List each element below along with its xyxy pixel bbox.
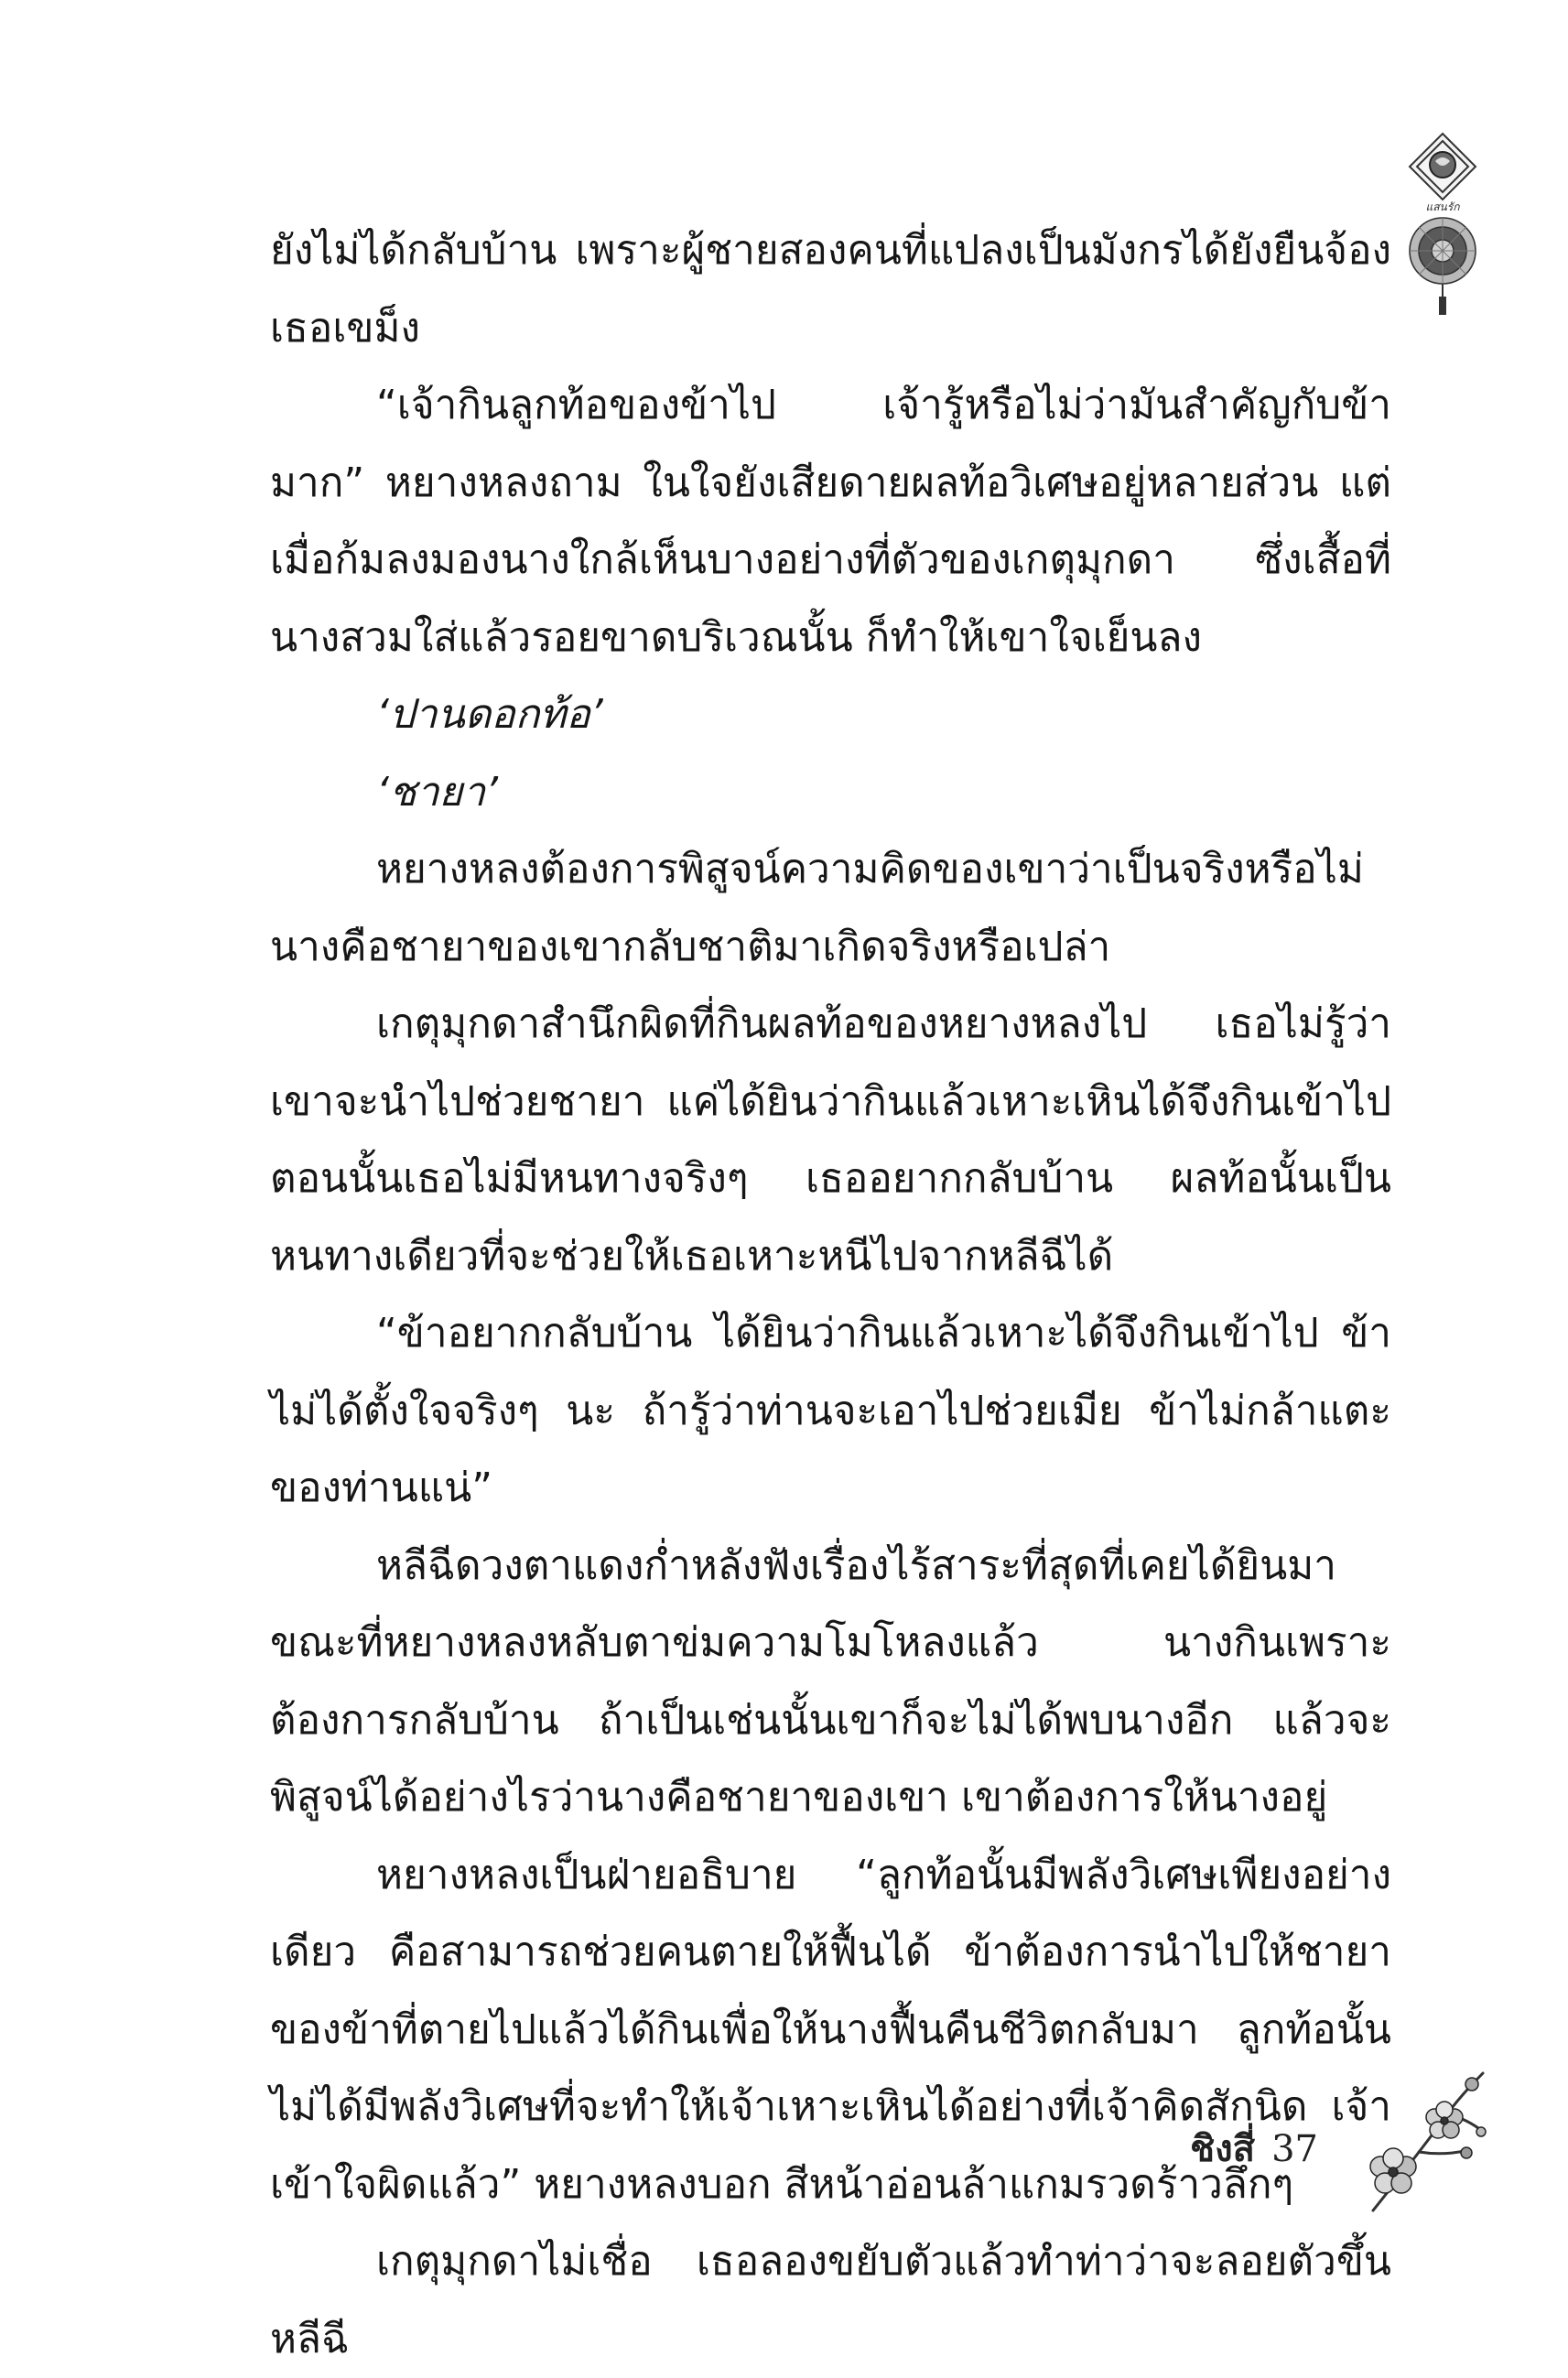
paragraph: หยางหลงต้องการพิสูจน์ความคิดของเขาว่าเป็นจริงหรือไม่ นางคือชายาของเขากลับชาติมาเกิดจริงหรือเปล่า	[270, 846, 1364, 970]
body-text	[270, 212, 1391, 2378]
paragraph: หยางหลงเป็นฝ่ายอธิบาย “ลูกท้อนั้นมีพลังวิเศษเพียงอย่างเดียว คือสามารถช่วยคนตายให้ฟื้นได้ ข้าต้องการนำไปให้ชายาของข้าที่ตายไปแล้วได้กินเพื่อให้นางฟื้นคืนชีวิตกลับมา ลูกท้อนั้นไม่ได้มีพลังวิเศษที่จะทำให้เจ้าเหาะเหินได้อย่างที่เจ้าคิดสักนิด เจ้าเข้าใจผิดแล้ว” หยางหลงบอก สีหน้าอ่อนล้าแกมรวดร้าวลึกๆ	[270, 1851, 1391, 2208]
inner-thought: ‘ปานดอกท้อ’	[376, 691, 603, 738]
book-title: ชิงสี่	[1190, 2127, 1256, 2170]
paragraph: เกตุมุกดาไม่เชื่อ เธอลองขยับตัวแล้วทำท่าว่าจะลอยตัวขึ้น หลีฉี	[270, 2238, 1391, 2362]
paragraph: “ข้าอยากกลับบ้าน ได้ยินว่ากินแล้วเหาะได้จึงกินเข้าไป ข้าไม่ได้ตั้งใจจริงๆ นะ ถ้ารู้ว่าท่านจะเอาไปช่วยเมีย ข้าไม่กล้าแตะของท่านแน่”	[270, 1310, 1391, 1511]
paragraph: “เจ้ากินลูกท้อของข้าไป เจ้ารู้หรือไม่ว่ามันสำคัญกับข้ามาก” หยางหลงถาม ในใจยังเสียดายผลท้อวิเศษอยู่หลายส่วน แต่เมื่อก้มลงมองนางใกล้เห็นบางอย่างที่ตัวของเกตุมุกดา ซึ่งเสื้อที่นางสวมใส่แล้วรอยขาดบริเวณนั้น ก็ทำให้เขาใจเย็นลง	[270, 382, 1391, 661]
paragraph: เกตุมุกดาสำนึกผิดที่กินผลท้อของหยางหลงไป เธอไม่รู้ว่าเขาจะนำไปช่วยชายา แค่ได้ยินว่ากินแล้วเหาะเหินได้จึงกินเข้าไป ตอนนั้นเธอไม่มีหนทางจริงๆ เธออยากกลับบ้าน ผลท้อนั้นเป็นหนทางเดียวที่จะช่วยให้เธอเหาะหนีไปจากหลีฉีได้	[270, 1000, 1391, 1280]
page-footer	[1190, 2122, 1336, 2177]
emblem-label: แสนรัก	[1425, 200, 1460, 213]
page-number: 37	[1271, 2128, 1318, 2170]
paragraph-continued: ยังไม่ได้กลับบ้าน เพราะผู้ชายสองคนที่แปลงเป็นมังกรได้ยังยืนจ้องเธอเขม็ง	[270, 227, 1391, 351]
inner-thought: ‘ชายา’	[376, 768, 499, 816]
publisher-emblem-icon	[1399, 130, 1487, 319]
paragraph: หลีฉีดวงตาแดงก่ำหลังฟังเรื่องไร้สาระที่สุดที่เคยได้ยินมา ขณะที่หยางหลงหลับตาข่มความโมโหลงแล้ว นางกินเพราะต้องการกลับบ้าน ถ้าเป็นเช่นนั้นเขาก็จะไม่ได้พบนางอีก แล้วจะพิสูจน์ได้อย่างไรว่านางคือชายาของเขา เขาต้องการให้นางอยู่	[270, 1541, 1391, 1821]
cherry-blossom-icon	[1355, 2064, 1492, 2215]
